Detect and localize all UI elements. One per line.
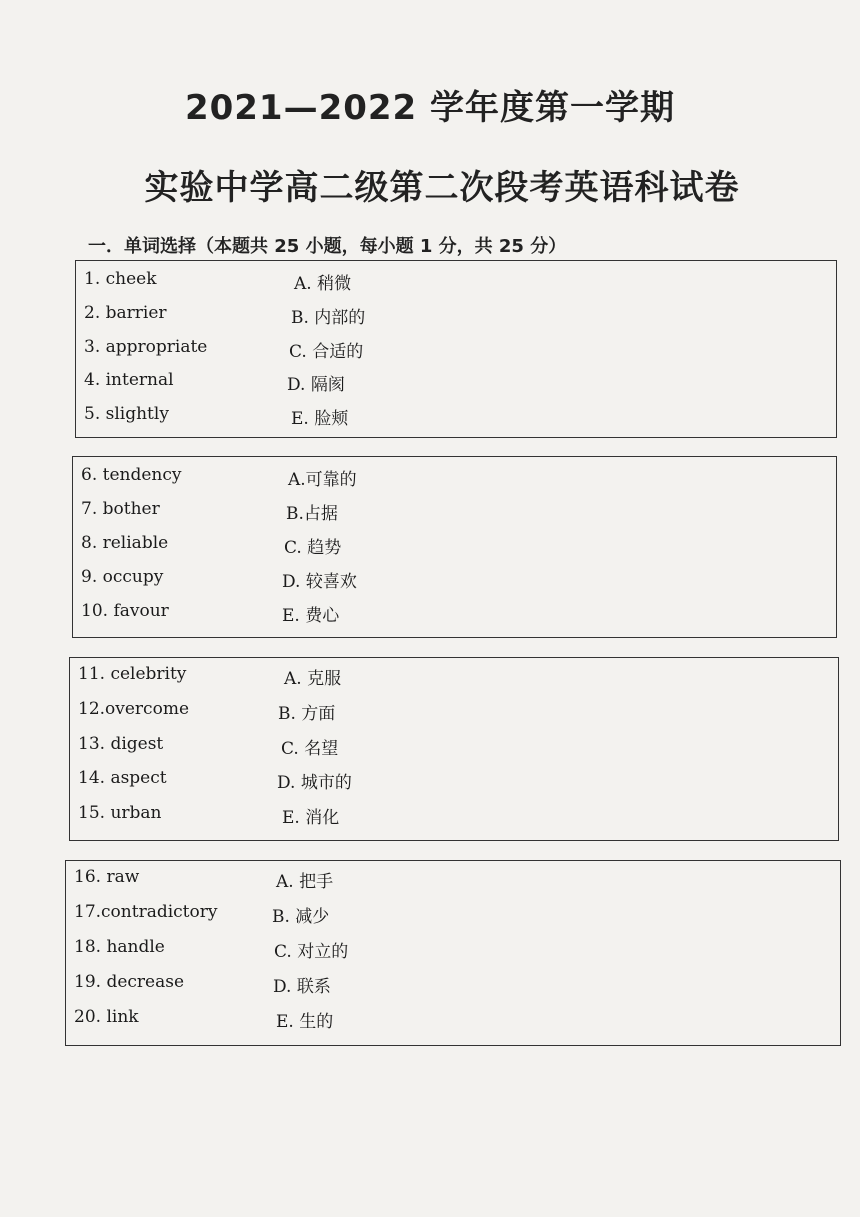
vocab-meaning: D. 联系 bbox=[273, 977, 331, 997]
vocab-meaning: A. 把手 bbox=[276, 872, 334, 892]
vocab-meaning: B. 方面 bbox=[278, 704, 336, 724]
vocab-meaning: A.可靠的 bbox=[288, 470, 357, 490]
list-item bbox=[66, 902, 826, 932]
vocab-meaning: D. 较喜欢 bbox=[282, 572, 357, 592]
list-item bbox=[70, 803, 830, 833]
vocab-word: 16. raw bbox=[74, 867, 140, 887]
vocab-word: 10. favour bbox=[81, 601, 169, 621]
vocab-meaning: C. 对立的 bbox=[274, 942, 349, 962]
vocab-word: 8. reliable bbox=[81, 533, 169, 553]
vocab-word: 6. tendency bbox=[81, 465, 182, 485]
list-item bbox=[76, 269, 836, 299]
list-item bbox=[73, 465, 833, 495]
vocab-meaning: E. 消化 bbox=[282, 808, 340, 828]
list-item bbox=[66, 1007, 826, 1037]
vocab-meaning: C. 趋势 bbox=[284, 538, 342, 558]
section-heading: 一．单词选择（本题共 25 小题，每小题 1 分，共 25 分） bbox=[88, 236, 567, 257]
vocab-word: 15. urban bbox=[78, 803, 162, 823]
list-item bbox=[73, 601, 833, 631]
vocab-meaning: E. 脸颊 bbox=[291, 409, 349, 429]
word-group-3 bbox=[69, 657, 839, 841]
vocab-meaning: A. 克服 bbox=[284, 669, 342, 689]
vocab-word: 2. barrier bbox=[84, 303, 167, 323]
vocab-word: 9. occupy bbox=[81, 567, 164, 587]
vocab-meaning: C. 合适的 bbox=[289, 342, 364, 362]
list-item bbox=[76, 370, 836, 400]
word-group-2 bbox=[72, 456, 837, 638]
vocab-meaning: C. 名望 bbox=[281, 739, 339, 759]
vocab-meaning: D. 隔阂 bbox=[287, 375, 345, 395]
vocab-word: 11. celebrity bbox=[78, 664, 187, 684]
list-item bbox=[66, 972, 826, 1002]
list-item bbox=[70, 768, 830, 798]
list-item bbox=[76, 303, 836, 333]
list-item bbox=[70, 664, 830, 694]
vocab-meaning: E. 生的 bbox=[276, 1012, 334, 1032]
vocab-meaning: B. 减少 bbox=[272, 907, 330, 927]
list-item bbox=[73, 567, 833, 597]
vocab-word: 14. aspect bbox=[78, 768, 167, 788]
word-group-1 bbox=[75, 260, 837, 438]
vocab-word: 17.contradictory bbox=[74, 902, 218, 922]
vocab-word: 4. internal bbox=[84, 370, 174, 390]
vocab-meaning: E. 费心 bbox=[282, 606, 340, 626]
vocab-word: 18. handle bbox=[74, 937, 165, 957]
vocab-meaning: A. 稍微 bbox=[294, 274, 352, 294]
list-item bbox=[70, 699, 830, 729]
exam-title-line2: 实验中学高二级第二次段考英语科试卷 bbox=[144, 168, 740, 208]
vocab-word: 20. link bbox=[74, 1007, 139, 1027]
word-group-4 bbox=[65, 860, 841, 1046]
vocab-word: 3. appropriate bbox=[84, 337, 208, 357]
vocab-word: 7. bother bbox=[81, 499, 160, 519]
vocab-word: 12.overcome bbox=[78, 699, 189, 719]
vocab-meaning: B. 内部的 bbox=[291, 308, 366, 328]
exam-title-line1: 2021—2022 学年度第一学期 bbox=[184, 88, 676, 128]
list-item bbox=[66, 867, 826, 897]
vocab-word: 13. digest bbox=[78, 734, 164, 754]
list-item bbox=[70, 734, 830, 764]
vocab-word: 5. slightly bbox=[84, 404, 169, 424]
list-item bbox=[76, 337, 836, 367]
list-item bbox=[76, 404, 836, 434]
vocab-meaning: B.占据 bbox=[286, 504, 338, 524]
vocab-word: 1. cheek bbox=[84, 269, 157, 289]
list-item bbox=[73, 499, 833, 529]
vocab-meaning: D. 城市的 bbox=[277, 773, 352, 793]
vocab-word: 19. decrease bbox=[74, 972, 185, 992]
list-item bbox=[73, 533, 833, 563]
list-item bbox=[66, 937, 826, 967]
